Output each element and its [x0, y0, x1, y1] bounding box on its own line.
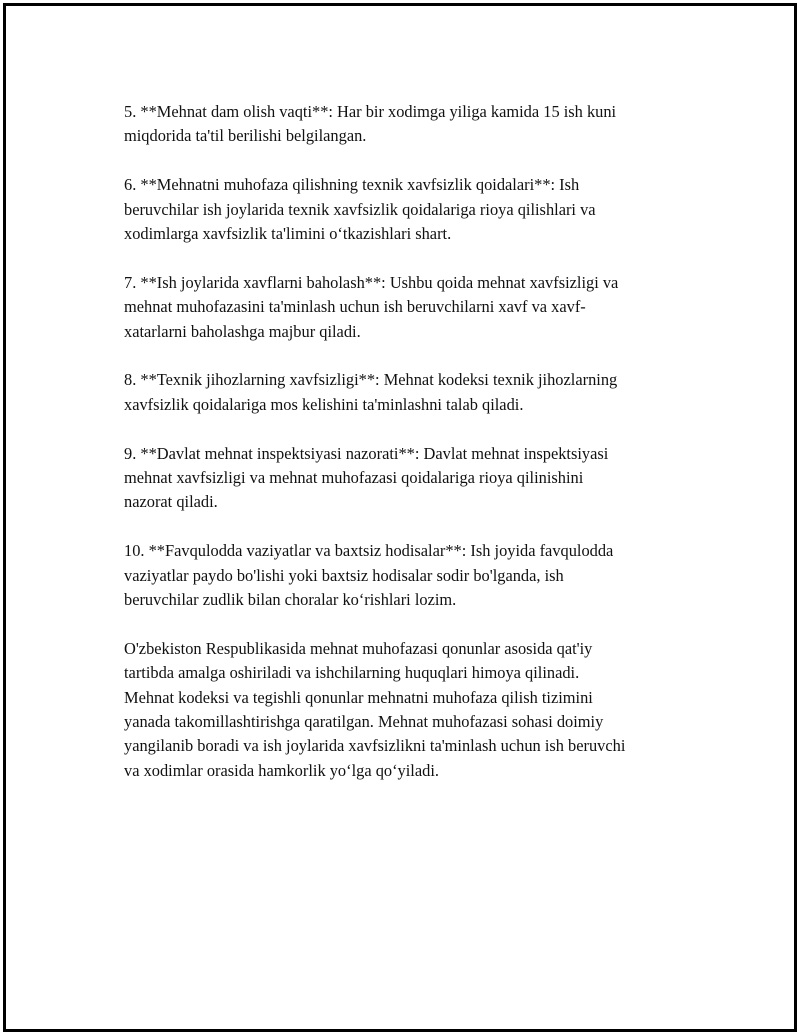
text-line: 7. **Ish joylarida xavflarni baholash**: Ushbu qoida mehnat xavfsizligi va — [124, 272, 619, 292]
text-line: vaziyatlar paydo bo'lishi yoki baxtsiz hodisalar sodir bo'lganda, ish — [124, 565, 564, 585]
text-line: yangilanib boradi va ish joylarida xavfsizlikni ta'minlash uchun ish beruvchi — [124, 736, 626, 756]
text-line: xatarlarni baholashga majbur qiladi. — [124, 321, 361, 341]
text-line: nazorat qiladi. — [124, 492, 218, 512]
text-line: beruvchilar ish joylarida texnik xavfsizlik qoidalariga rioya qilishlari va — [124, 199, 596, 219]
text-line: 8. **Texnik jihozlarning xavfsizligi**: Mehnat kodeksi texnik jihozlarning — [124, 370, 618, 390]
paragraph-item-8 — [124, 368, 709, 417]
paragraph-item-5 — [124, 100, 709, 149]
text-line: 6. **Mehnatni muhofaza qilishning texnik xavfsizlik qoidalari**: Ish — [124, 175, 580, 195]
paragraph-item-7 — [124, 271, 709, 344]
paragraph-item-6 — [124, 173, 709, 246]
text-line: 9. **Davlat mehnat inspektsiyasi nazorati**: Davlat mehnat inspektsiyasi — [124, 443, 609, 463]
paragraph-conclusion — [124, 637, 709, 783]
text-line: va xodimlar orasida hamkorlik yo‘lga qo‘yiladi. — [124, 760, 439, 780]
document-body — [124, 100, 709, 808]
text-line: mehnat xavfsizligi va mehnat muhofazasi qoidalariga rioya qilinishini — [124, 468, 584, 488]
text-line: Mehnat kodeksi va tegishli qonunlar mehnatni muhofaza qilish tizimini — [124, 687, 593, 707]
text-line: yanada takomillashtirishga qaratilgan. Mehnat muhofazasi sohasi doimiy — [124, 712, 604, 732]
text-line: tartibda amalga oshiriladi va ishchilarning huquqlari himoya qilinadi. — [124, 663, 580, 683]
text-line: mehnat muhofazasini ta'minlash uchun ish beruvchilarni xavf va xavf- — [124, 297, 586, 317]
text-line: xavfsizlik qoidalariga mos kelishini ta'minlashni talab qiladi. — [124, 394, 524, 414]
text-line: miqdorida ta'til berilishi belgilangan. — [124, 126, 367, 146]
text-line: 10. **Favqulodda vaziyatlar va baxtsiz hodisalar**: Ish joyida favqulodda — [124, 541, 614, 561]
paragraph-item-10 — [124, 539, 709, 612]
text-line: xodimlarga xavfsizlik ta'limini o‘tkazishlari shart. — [124, 224, 452, 244]
page-frame — [3, 3, 797, 1032]
text-line: O'zbekiston Respublikasida mehnat muhofazasi qonunlar asosida qat'iy — [124, 638, 593, 658]
text-line: beruvchilar zudlik bilan choralar ko‘rishlari lozim. — [124, 590, 457, 610]
text-line: 5. **Mehnat dam olish vaqti**: Har bir xodimga yiliga kamida 15 ish kuni — [124, 102, 617, 121]
paragraph-item-9 — [124, 442, 709, 515]
